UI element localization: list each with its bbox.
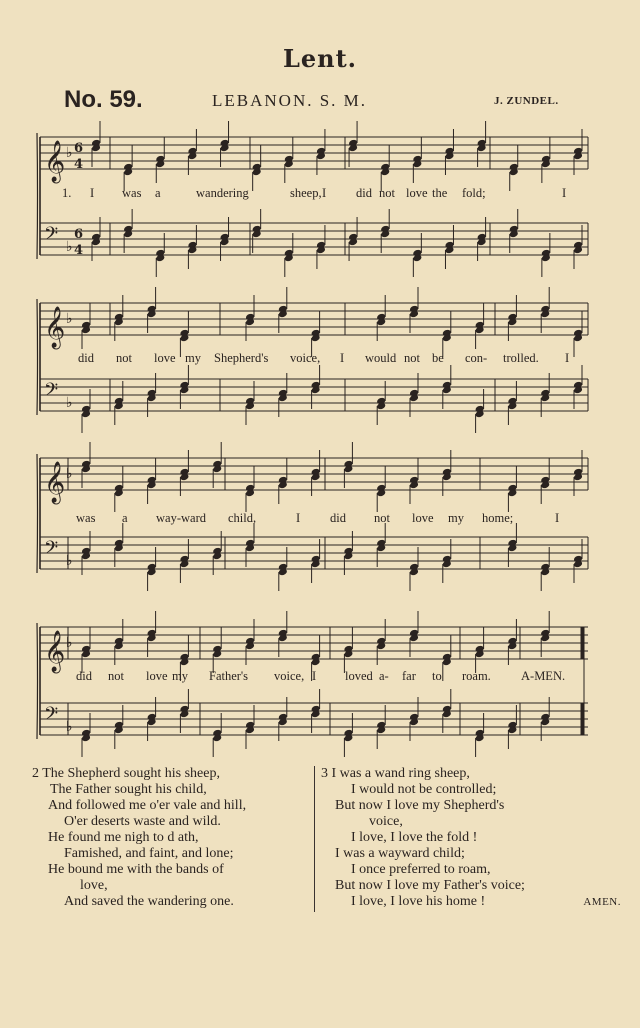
time-signature: 4 bbox=[74, 243, 84, 258]
verse-line: I would not be controlled; bbox=[351, 782, 497, 797]
lyric-word: to bbox=[432, 669, 442, 683]
flat-sign: ♭ bbox=[66, 145, 73, 161]
lyric-word: not bbox=[404, 351, 420, 365]
lyric-word: a bbox=[155, 186, 161, 200]
lyric-word: A-MEN. bbox=[521, 669, 566, 683]
flat-sign: ♭ bbox=[66, 553, 73, 569]
verses-block bbox=[32, 766, 621, 916]
lyric-word: loved bbox=[345, 669, 373, 683]
verse-line: The Father sought his child, bbox=[50, 782, 207, 797]
lyric-word: love bbox=[154, 351, 176, 365]
lyric-word: be bbox=[432, 351, 444, 365]
verse-line: He found me nigh to d ath, bbox=[48, 830, 199, 845]
lyric-word: far bbox=[402, 669, 416, 683]
lyric-word: 1. bbox=[62, 186, 72, 200]
lyric-word: trolled. bbox=[503, 351, 539, 365]
lyric-word: a bbox=[122, 511, 128, 525]
lyric-word: con- bbox=[465, 351, 488, 365]
flat-sign: ♭ bbox=[66, 395, 73, 411]
lyric-word: was bbox=[76, 511, 96, 525]
lyric-word: I bbox=[322, 186, 327, 200]
lyric-word: voice, bbox=[290, 351, 321, 365]
lyric-word: did bbox=[78, 351, 94, 365]
bass-clef: 𝄢 bbox=[44, 538, 59, 563]
lyric-word: did bbox=[330, 511, 346, 525]
treble-clef: 𝄞 bbox=[44, 631, 66, 672]
time-signature: 6 bbox=[74, 227, 84, 242]
verse-line: I was a wayward child; bbox=[335, 846, 465, 861]
bass-clef: 𝄢 bbox=[44, 380, 59, 405]
lyric-word: home; bbox=[482, 511, 514, 525]
verse-line: voice, bbox=[369, 814, 403, 829]
amen-label: AMEN. bbox=[583, 896, 621, 908]
section-title: Lent. bbox=[282, 44, 358, 73]
lyric-word: Father's bbox=[209, 669, 249, 683]
flat-sign: ♭ bbox=[66, 239, 73, 255]
verse-line: And saved the wandering one. bbox=[64, 894, 234, 909]
treble-clef: 𝄞 bbox=[44, 307, 66, 348]
lyric-word: I bbox=[340, 351, 345, 365]
lyric-word: not bbox=[116, 351, 132, 365]
lyric-word: child, bbox=[228, 511, 257, 525]
lyric-word: I bbox=[562, 186, 567, 200]
flat-sign: ♭ bbox=[66, 635, 73, 651]
lyric-word: Shepherd's bbox=[214, 351, 269, 365]
lyric-word: did bbox=[356, 186, 372, 200]
verse-line: And followed me o'er vale and hill, bbox=[48, 798, 247, 813]
bass-clef: 𝄢 bbox=[44, 224, 59, 249]
verse-line: I love, I love the fold ! bbox=[351, 830, 478, 845]
tune-name: LEBANON. S. M. bbox=[212, 91, 368, 110]
lyric-word: wandering bbox=[196, 186, 249, 200]
verse-2 bbox=[32, 766, 308, 910]
lyric-word: way-ward bbox=[156, 511, 206, 525]
verse-line: 2 The Shepherd sought his sheep, bbox=[32, 766, 220, 781]
time-signature: 6 bbox=[74, 141, 84, 156]
lyric-word: I bbox=[565, 351, 570, 365]
verse-line-text: I love, I love his home ! bbox=[351, 894, 486, 909]
lyric-word: did bbox=[76, 669, 92, 683]
lyric-word: my bbox=[448, 511, 464, 525]
treble-clef: 𝄞 bbox=[44, 462, 66, 503]
verse-line bbox=[321, 894, 621, 910]
verse-line: I once preferred to roam, bbox=[351, 862, 491, 877]
lyric-word: voice, bbox=[274, 669, 305, 683]
lyric-word: was bbox=[122, 186, 142, 200]
verse-line: But now I love my Father's voice; bbox=[335, 878, 525, 893]
lyric-word: love bbox=[146, 669, 168, 683]
system-brace bbox=[37, 299, 38, 415]
lyric-word: I bbox=[90, 186, 95, 200]
hymn-number: No. 59. bbox=[64, 86, 143, 113]
flat-sign: ♭ bbox=[66, 311, 73, 327]
lyric-word: love bbox=[406, 186, 428, 200]
verse-line: O'er deserts waste and wild. bbox=[64, 814, 221, 829]
flat-sign: ♭ bbox=[66, 466, 73, 482]
system-brace bbox=[37, 133, 38, 259]
system-brace bbox=[37, 454, 38, 573]
lyric-word: roam. bbox=[462, 669, 491, 683]
lyric-word: I bbox=[555, 511, 560, 525]
lyric-word: a- bbox=[379, 669, 389, 683]
verse-line: But now I love my Shepherd's bbox=[335, 798, 505, 813]
lyric-word: love bbox=[412, 511, 434, 525]
composer-name: J. ZUNDEL. bbox=[494, 95, 559, 107]
flat-sign: ♭ bbox=[66, 719, 73, 735]
time-signature: 4 bbox=[74, 157, 84, 172]
lyric-word: sheep, bbox=[290, 186, 322, 200]
lyric-word: I bbox=[312, 669, 317, 683]
verse-line: love, bbox=[80, 878, 108, 893]
lyric-word: not bbox=[374, 511, 390, 525]
lyric-word: would bbox=[365, 351, 397, 365]
treble-clef: 𝄞 bbox=[44, 141, 66, 182]
verse-line: He bound me with the bands of bbox=[48, 862, 224, 877]
lyric-word: the bbox=[432, 186, 448, 200]
bass-clef: 𝄢 bbox=[44, 704, 59, 729]
lyric-word: not bbox=[379, 186, 395, 200]
lyric-word: I bbox=[296, 511, 301, 525]
lyric-word: my bbox=[185, 351, 201, 365]
verse-line: Famished, and faint, and lone; bbox=[64, 846, 234, 861]
verse-3 bbox=[314, 766, 621, 912]
lyric-word: my bbox=[172, 669, 188, 683]
system-brace bbox=[37, 623, 38, 739]
lyric-word: fold; bbox=[462, 186, 486, 200]
lyric-word: not bbox=[108, 669, 124, 683]
verse-line: 3 I was a wand ring sheep, bbox=[321, 766, 470, 781]
